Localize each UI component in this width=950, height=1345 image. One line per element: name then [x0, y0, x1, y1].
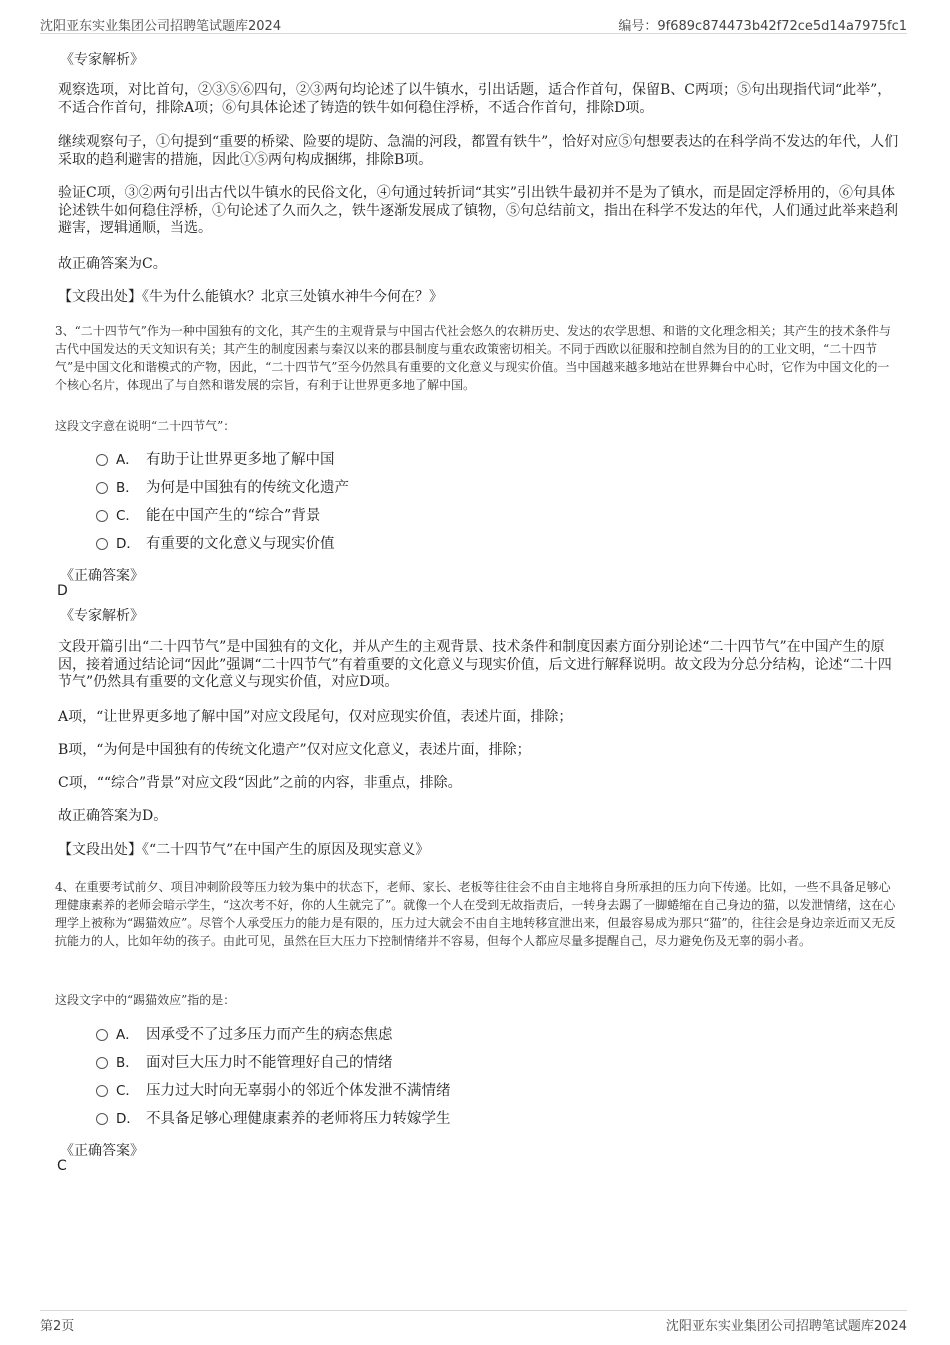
q2-analysis-p2: 继续观察句子，①句提到“重要的桥梁、险要的堤防、急湍的河段，都置有铁牛”，恰好对应⑤句想要表达的在科学尚不发达的年代，人们采取的趋利避害的措施，因此①⑤两句构成捆绑，排除B项。 [58, 134, 899, 168]
option-key: B． [116, 480, 139, 496]
q2-analysis-p1: 观察选项，对比首句，②③⑤⑥四句，②③两句均论述了以牛镇水，引出话题，适合作首句，保留B、C两项；⑤句出现指代词“此举”，不适合作首句，排除A项；⑥句具体论述了铸造的铁牛如何稳住浮桥，不适合作首句，排除D项。 [58, 82, 892, 116]
q4-option-c[interactable] [96, 1081, 451, 1101]
q3-option-d[interactable] [96, 534, 335, 554]
option-key: C． [116, 1083, 139, 1099]
option-key: A． [116, 1027, 139, 1043]
q3-analysis-p2: A项，“让世界更多地了解中国”对应文段尾句，仅对应现实价值，表述片面，排除； [58, 709, 573, 725]
q2-source: 【文段出处】《牛为什么能镇水？北京三处镇水神牛今何在？》 [58, 289, 443, 305]
footer-title: 沈阳亚东实业集团公司招聘笔试题库2024 [665, 1319, 907, 1334]
q4-option-b[interactable] [96, 1053, 393, 1073]
page-number: 第2页 [40, 1319, 75, 1334]
q3-option-b[interactable] [96, 478, 349, 498]
option-key: D． [116, 536, 140, 552]
option-key: C． [116, 508, 139, 524]
option-text: 面对巨大压力时不能管理好自己的情绪 [146, 1055, 393, 1071]
q3-analysis-p5: 故正确答案为D。 [58, 808, 168, 824]
q3-analysis-p4: C项，““综合”背景”对应文段“因此”之前的内容，非重点，排除。 [58, 775, 462, 791]
page-footer [40, 1310, 907, 1335]
option-text: 因承受不了过多压力而产生的病态焦虑 [146, 1027, 393, 1043]
radio-icon[interactable] [96, 1057, 108, 1069]
radio-icon[interactable] [96, 1029, 108, 1041]
option-text: 有重要的文化意义与现实价值 [146, 536, 335, 552]
q3-source: 【文段出处】《“二十四节气”在中国产生的原因及现实意义》 [58, 842, 430, 858]
q3-option-c[interactable] [96, 506, 320, 526]
q2-analysis-p4: 故正确答案为C。 [58, 256, 167, 272]
q4-question: 这段文字中的“踢猫效应”指的是： [55, 993, 236, 1007]
radio-icon[interactable] [96, 482, 108, 494]
q4-option-d[interactable] [96, 1109, 451, 1129]
radio-icon[interactable] [96, 1085, 108, 1097]
header-doc-id: 编号：9f689c874473b42f72ce5d14a7975fc1 [618, 19, 907, 34]
option-text: 压力过大时向无辜弱小的邻近个体发泄不满情绪 [146, 1083, 451, 1099]
option-key: A． [116, 452, 139, 468]
radio-icon[interactable] [96, 454, 108, 466]
radio-icon[interactable] [96, 538, 108, 550]
q3-question: 这段文字意在说明“二十四节气”： [55, 419, 236, 433]
radio-icon[interactable] [96, 510, 108, 522]
q3-analysis-p1: 文段开篇引出“二十四节气”是中国独有的文化，并从产生的主观背景、技术条件和制度因素方面分别论述“二十四节气”在中国产生的原因，接着通过结论词“因此”强调“二十四节气”有着重要的文化意义与现实价值，后文进行解释说明。故文段为分总分结构，论述“二十四节气”仍然具有重要的文化意义与现实价值，对应D项。 [58, 639, 892, 690]
q2-analysis-label: 《专家解析》 [60, 52, 144, 68]
option-text: 不具备足够心理健康素养的老师将压力转嫁学生 [146, 1111, 451, 1127]
q3-option-a[interactable] [96, 450, 335, 470]
q3-stem: 3、“二十四节气”作为一种中国独有的文化，其产生的主观背景与中国古代社会悠久的农耕历史、发达的农学思想、和谐的文化理念相关；其产生的技术条件与古代中国发达的天文知识有关；其产生的制度因素与秦汉以来的郡县制度与重农政策密切相关。不同于西欧以征服和控制自然为目的的工业文明，“二十四节气”是中国文化和谐模式的产物，因此，“二十四节气”至今仍然具有重要的文化意义与现实价值。当中国越来越多地站在世界舞台中心时，它作为中国文化的一个核心名片，体现出了与自然和谐发展的宗旨，有利于让世界更多地了解中国。 [55, 324, 891, 392]
q3-analysis-p3: B项，“为何是中国独有的传统文化遗产”仅对应文化意义，表述片面，排除； [58, 742, 531, 758]
q3-answer-label: 《正确答案》 [60, 568, 144, 584]
q4-option-a[interactable] [96, 1025, 393, 1045]
option-key: B． [116, 1055, 139, 1071]
page-header [40, 12, 907, 34]
q4-answer-label: 《正确答案》 [60, 1143, 144, 1159]
option-text: 有助于让世界更多地了解中国 [146, 452, 335, 468]
q4-stem: 4、在重要考试前夕、项目冲刺阶段等压力较为集中的状态下，老师、家长、老板等往往会不由自主地将自身所承担的压力向下传递。比如，一些不具备足够心理健康素养的老师会暗示学生，“这次考不好，你的人生就完了”。就像一个人在受到无故指责后，一转身去踢了一脚蜷缩在自己身边的猫，以发泄情绪，这在心理学上被称为“踢猫效应”。尽管个人承受压力的能力是有限的，压力过大就会不由自主地转移宣泄出来，但最容易成为那只“猫”的，往往会是身边亲近而又无反抗能力的人，比如年幼的孩子。由此可见，虽然在巨大压力下控制情绪并不容易，但每个人都应尽量多提醒自己，尽力避免伤及无辜的弱小者。 [55, 880, 896, 948]
option-text: 为何是中国独有的传统文化遗产 [146, 480, 349, 496]
radio-icon[interactable] [96, 1113, 108, 1125]
header-title: 沈阳亚东实业集团公司招聘笔试题库2024 [40, 19, 282, 34]
option-key: D． [116, 1111, 140, 1127]
option-text: 能在中国产生的“综合”背景 [146, 508, 321, 524]
q3-answer: D [57, 583, 68, 599]
q4-answer: C [57, 1158, 67, 1174]
q2-analysis-p3: 验证C项，③②两句引出古代以牛镇水的民俗文化，④句通过转折词“其实”引出铁牛最初并不是为了镇水，而是固定浮桥用的，⑥句具体论述铁牛如何稳住浮桥，①句论述了久而久之，铁牛逐渐发展成了镇物，⑤句总结前文，指出在科学不发达的年代，人们通过此举来趋利避害，逻辑通顺，当选。 [58, 185, 898, 236]
q3-analysis-label: 《专家解析》 [60, 608, 144, 624]
